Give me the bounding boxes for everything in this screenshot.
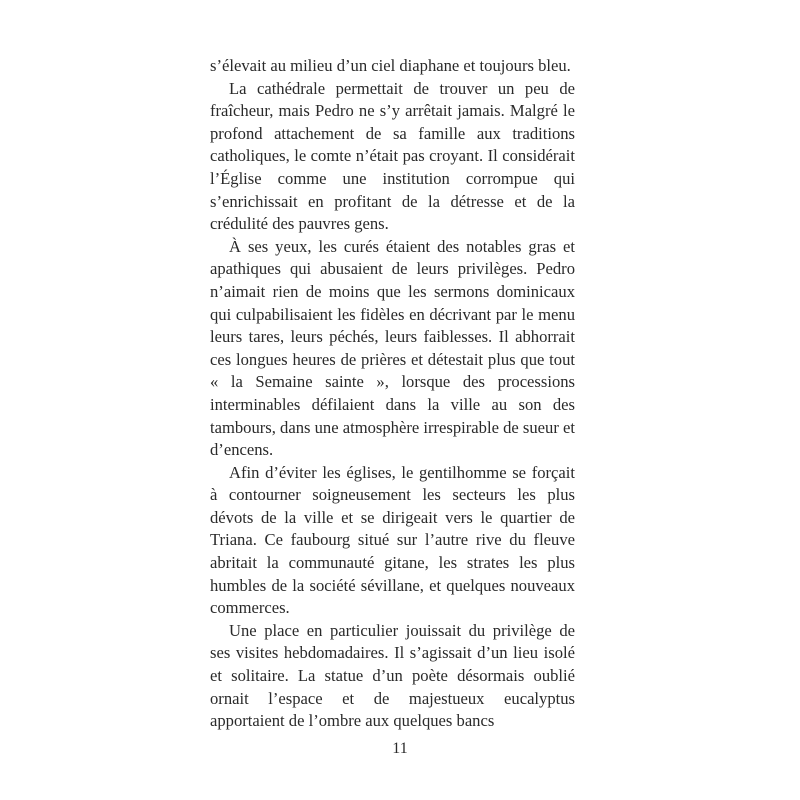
paragraph-cures: À ses yeux, les curés étaient des notables gras et apathiques qui abusaient de leurs privilèges. Pedro n’aimait rien de moins que les sermons dominicaux qui culpabilisaient les fidèles en décrivant par le menu leurs tares, leurs péchés, leurs faiblesses. Il abhorrait ces longues heures de prières et détestait plus que tout « la Semaine sainte », lorsque des processions interminables défilaient dans la ville au son des tambours, dans une atmosphère irrespirable de sueur et d’encens. [210, 236, 575, 460]
body-text [210, 55, 575, 733]
page-number: 11 [392, 740, 408, 757]
paragraph-place: Une place en particulier jouissait du privilège de ses visites hebdomadaires. Il s’agissait d’un lieu isolé et solitaire. La statue d’un poète désormais oublié ornait l’espace et de majestueux eucalyptus apportaient de l’ombre aux quelques bancs [210, 620, 575, 731]
paragraph-triana: Afin d’éviter les églises, le gentilhomme se forçait à contourner soigneusement les secteurs les plus dévots de la ville et se dirigeait vers le quartier de Triana. Ce faubourg situé sur l’autre rive du fleuve abritait la communauté gitane, les strates les plus humbles de la société sévillane, et quelques nouveaux commerces. [210, 462, 575, 618]
paragraph-continuation: s’élevait au milieu d’un ciel diaphane et toujours bleu. [210, 56, 571, 75]
paragraph-cathedral: La cathédrale permettait de trouver un peu de fraîcheur, mais Pedro ne s’y arrêtait jamais. Malgré le profond attachement de sa famille aux traditions catholiques, le comte n’était pas croyant. Il considérait l’Église comme une institution corrompue qui s’enrichissait en profitant de la détresse et de la crédulité des pauvres gens. [210, 78, 575, 234]
